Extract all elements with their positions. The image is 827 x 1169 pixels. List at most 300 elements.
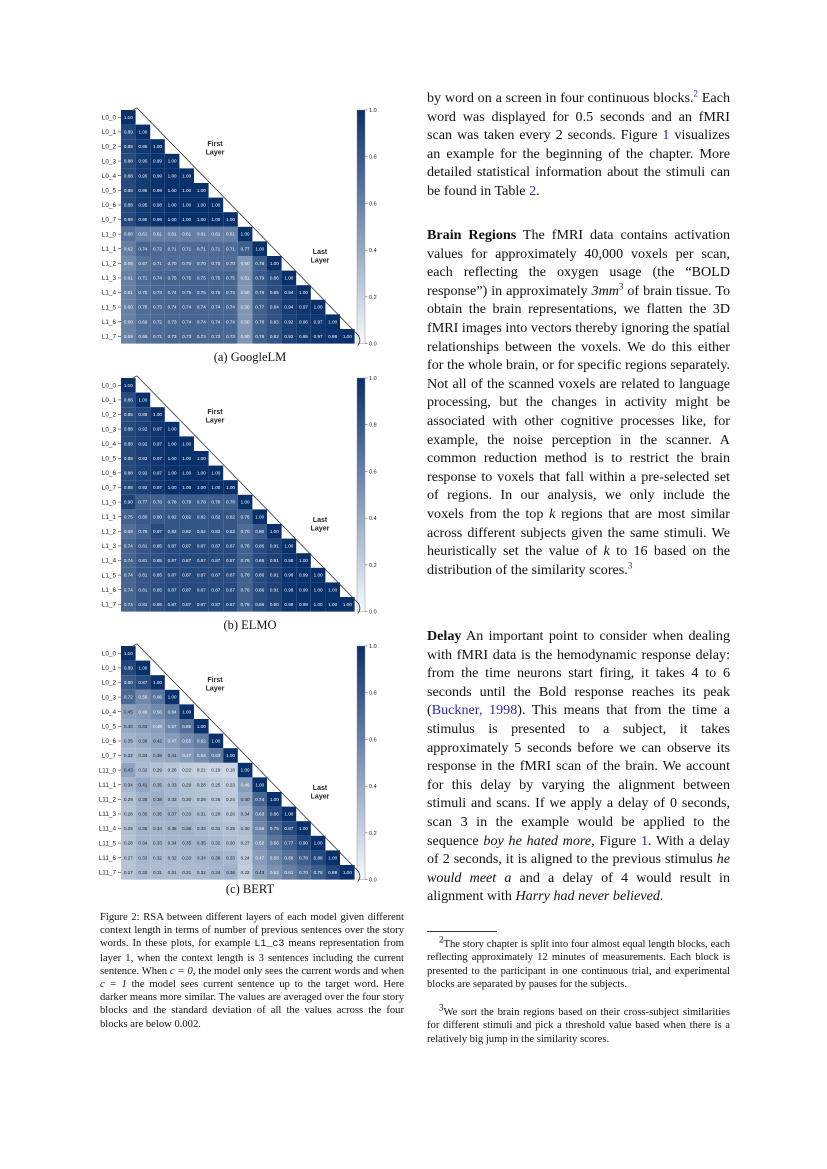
cell-value-label: 0.97	[153, 455, 162, 461]
first-layer-label: First	[207, 141, 223, 148]
cell-value-label: 0.64	[167, 709, 177, 715]
colorbar-tick-label: 1.0	[369, 376, 377, 382]
cell-value-label: 0.89	[123, 144, 133, 150]
cell-value-label: 0.95	[138, 202, 148, 208]
body-text: .	[659, 888, 664, 905]
cell-value-label: 0.87	[167, 587, 177, 593]
cell-value-label: 0.86	[255, 543, 265, 549]
row-tick-label: L1_2	[101, 260, 116, 268]
cell-value-label: 0.50	[240, 260, 250, 266]
body-text: regions that are most similar across different subjects given the same stimuli. We heuristically set the value of	[427, 505, 731, 560]
cell-value-label: 0.97	[153, 426, 162, 432]
cell-value-label: 0.87	[182, 601, 192, 607]
cell-value-label: 0.87	[196, 543, 206, 549]
cell-value-label: 1.00	[196, 455, 206, 461]
cell-value-label: 0.62	[123, 246, 133, 252]
cell-value-label: 0.87	[226, 572, 235, 578]
cell-value-label: 0.82	[226, 528, 235, 534]
cell-value-label: 0.82	[167, 514, 177, 520]
cell-value-label: 0.99	[153, 158, 162, 164]
italic-phrase: Harry had never believed	[515, 888, 660, 905]
cell-value-label: 0.91	[269, 587, 279, 593]
cell-value-label: 0.92	[138, 441, 148, 447]
row-tick-label: L1_6	[101, 318, 116, 326]
caption-math: c = 0	[169, 965, 193, 977]
cell-value-label: 0.85	[153, 587, 162, 593]
cell-value-label: 0.74	[153, 275, 162, 281]
cell-value-label: 1.00	[167, 694, 177, 700]
colorbar	[357, 646, 365, 880]
row-tick-label: L0_2	[101, 679, 116, 687]
colorbar	[357, 110, 365, 344]
cell-value-label: 0.85	[153, 572, 162, 578]
colorbar-tick-label: 1.0	[369, 644, 377, 650]
cell-value-label: 0.47	[182, 753, 192, 759]
cell-value-label: 0.87	[196, 587, 206, 593]
cell-value-label: 0.61	[226, 231, 235, 237]
cell-value-label: 0.74	[167, 290, 177, 296]
cell-value-label: 0.89	[138, 412, 148, 418]
cell-value-label: 0.32	[167, 855, 177, 861]
cell-value-label: 0.72	[153, 246, 162, 252]
cell-value-label: 0.28	[123, 840, 133, 846]
cell-value-label: 0.92	[284, 319, 294, 325]
cell-value-label: 0.32	[153, 855, 162, 861]
cell-value-label: 0.95	[138, 173, 148, 179]
row-tick-label: L0_4	[101, 440, 116, 448]
cell-value-label: 0.83	[269, 319, 279, 325]
cell-value-label: 0.71	[138, 275, 148, 281]
last-layer-label: Layer	[310, 257, 330, 265]
cell-value-label: 1.00	[138, 129, 148, 135]
cell-value-label: 0.35	[196, 840, 206, 846]
row-tick-label: L1_5	[101, 572, 116, 580]
cell-value-label: 0.87	[153, 528, 162, 534]
cell-value-label: 0.81	[138, 543, 148, 549]
cell-value-label: 1.00	[182, 217, 192, 223]
cell-value-label: 0.87	[211, 587, 221, 593]
cell-value-label: 0.92	[138, 455, 148, 461]
row-tick-label: L0_5	[101, 187, 116, 195]
cell-value-label: 0.72	[153, 319, 162, 325]
table-link[interactable]: 2	[529, 182, 537, 199]
cell-value-label: 1.00	[196, 187, 206, 193]
footnote-text: The story chapter is split into four almost equal length blocks, each reflecting approximately 12 minutes of measurements. Each block is presented to the participant in one continuous trial, and experimental blocks are separated by pauses for the subjects.	[427, 939, 730, 991]
cell-value-label: 0.74	[226, 319, 235, 325]
row-tick-label: L0_2	[101, 143, 116, 151]
footnote-2	[427, 934, 730, 992]
cell-value-label: 0.36	[182, 826, 192, 832]
cell-value-label: 0.52	[269, 869, 279, 875]
cell-value-label: 0.31	[153, 869, 162, 875]
cell-value-label: 0.94	[284, 290, 294, 296]
colorbar-tick-label: 0.6	[369, 469, 377, 476]
colorbar-tick-label: 0.2	[369, 294, 377, 301]
cell-value-label: 0.71	[167, 246, 177, 252]
row-tick-label: L1_1	[101, 513, 116, 521]
cell-value-label: 0.28	[123, 811, 133, 817]
row-tick-label: L11_2	[98, 796, 116, 804]
cell-value-label: 0.23	[226, 782, 235, 788]
math-mm: 3mm	[591, 282, 619, 299]
cell-value-label: 1.00	[138, 397, 148, 403]
row-tick-label: L1_5	[101, 304, 116, 312]
cell-value-label: 0.80	[123, 680, 133, 686]
cell-value-label: 1.00	[196, 723, 206, 729]
citation-link[interactable]: Buckner, 1998	[431, 702, 518, 719]
row-tick-label: L0_6	[101, 470, 116, 478]
cell-value-label: 1.00	[211, 217, 221, 223]
cell-value-label: 1.00	[182, 187, 192, 193]
cell-value-label: 0.34	[153, 826, 162, 832]
cell-value-label: 0.73	[211, 333, 221, 339]
cell-value-label: 0.70	[196, 260, 206, 266]
cell-value-label: 0.26	[226, 811, 235, 817]
cell-value-label: 0.33	[226, 855, 235, 861]
cell-value-label: 0.78	[313, 869, 323, 875]
last-layer-label: Layer	[310, 793, 330, 801]
cell-value-label: 0.71	[153, 333, 162, 339]
last-layer-label: Last	[312, 517, 328, 524]
cell-value-label: 0.73	[226, 333, 235, 339]
cell-value-label: 0.87	[226, 587, 235, 593]
cell-value-label: 0.41	[138, 782, 148, 788]
cell-value-label: 0.87	[226, 601, 235, 607]
cell-value-label: 0.87	[167, 543, 177, 549]
row-tick-label: L0_7	[101, 752, 116, 760]
row-tick-label: L1_6	[101, 586, 116, 594]
cell-value-label: 0.71	[196, 246, 206, 252]
cell-value-label: 0.85	[153, 543, 162, 549]
cell-value-label: 0.42	[153, 738, 162, 744]
cell-value-label: 0.43	[123, 767, 133, 773]
cell-value-label: 0.66	[269, 840, 279, 846]
cell-value-label: 0.70	[299, 869, 308, 875]
cell-value-label: 0.75	[182, 275, 192, 281]
cell-value-label: 0.78	[226, 499, 235, 505]
heatmap-bert	[95, 640, 405, 885]
cell-value-label: 1.00	[211, 738, 221, 744]
cell-value-label: 0.87	[196, 601, 206, 607]
cell-value-label: 0.78	[211, 499, 221, 505]
footnote-ref-3[interactable]: 3	[627, 560, 633, 570]
cell-value-label: 1.00	[153, 144, 162, 150]
cell-value-label: 0.76	[240, 601, 250, 607]
caption-text: means representation from layer 1, when the context length is 3 sentences including the current sentence. When	[100, 938, 404, 977]
cell-value-label: 1.00	[284, 811, 294, 817]
cell-value-label: 0.85	[123, 412, 133, 418]
cell-value-label: 0.92	[138, 485, 148, 491]
cell-value-label: 1.00	[167, 426, 177, 432]
cell-value-label: 1.00	[342, 869, 352, 875]
cell-value-label: 0.77	[284, 840, 294, 846]
cell-value-label: 1.00	[182, 455, 192, 461]
cell-value-label: 0.87	[284, 826, 294, 832]
heatmap-elmo	[95, 372, 405, 617]
cell-value-label: 0.52	[255, 840, 265, 846]
cell-value-label: 0.24	[240, 855, 250, 861]
cell-value-label: 0.82	[211, 528, 221, 534]
cell-value-label: 1.00	[313, 840, 323, 846]
colorbar-tick-label: 0.4	[369, 248, 377, 255]
cell-value-label: 1.00	[226, 753, 235, 759]
cell-value-label: 0.69	[182, 723, 192, 729]
cell-value-label: 1.00	[313, 304, 323, 310]
cell-value-label: 0.60	[123, 319, 133, 325]
cell-value-label: 0.82	[269, 333, 279, 339]
cell-value-label: 1.00	[182, 485, 192, 491]
cell-value-label: 1.00	[342, 601, 352, 607]
cell-value-label: 0.90	[123, 499, 133, 505]
cell-value-label: 0.73	[153, 304, 162, 310]
caption-label: Figure 2:	[100, 912, 140, 923]
cell-value-label: 0.55	[182, 738, 192, 744]
row-tick-label: L0_4	[101, 708, 116, 716]
cell-value-label: 0.98	[153, 202, 162, 208]
cell-value-label: 0.87	[182, 543, 192, 549]
cell-value-label: 0.50	[240, 304, 250, 310]
caption-text: RSA between different layers of each model given different context length in terms of number of previous sentences over the story words. In these plots, for example	[100, 912, 404, 950]
cell-value-label: 0.77	[138, 499, 148, 505]
cell-value-label: 0.22	[240, 869, 250, 875]
cell-value-label: 0.79	[255, 275, 265, 281]
cell-value-label: 0.61	[196, 231, 206, 237]
caption-text: the model sees current sentence up to the target word. Here darker means more similar. The values are averaged over the four story blocks and the standard deviation of all the values across the four blocks are below	[100, 979, 404, 1030]
row-tick-label: L0_0	[101, 114, 116, 122]
row-tick-label: L0_3	[101, 426, 116, 434]
cell-value-label: 0.29	[226, 826, 235, 832]
cell-value-label: 0.87	[182, 587, 192, 593]
row-tick-label: L1_4	[101, 557, 116, 565]
cell-value-label: 0.70	[240, 528, 250, 534]
body-text: of brain tissue. To obtain the brain representations, we flatten the 3D fMRI images into vectors thereby ignoring the spatial relationships between the voxels. We do this either for the whole brain, or for specific regions separately. Not all of the scanned voxels are related to language processing, but the changes in activity might be associated with other cognitive processes like, for example, the noise perception in the scanner. A common reduction method is to restrict the brain response to voxels that fall within a pre-selected set of regions. In our analysis, we only include the voxels from the top	[427, 282, 730, 522]
row-tick-label: L1_3	[101, 275, 116, 283]
body-text: The fMRI data contains activation values for approximately 40,000 voxels per scan, each reflecting the oxygen usage (the “BOLD response”) in approximately	[427, 227, 730, 299]
cell-value-label: 0.40	[240, 796, 250, 802]
cell-value-label: 0.92	[138, 426, 148, 432]
cell-value-label: 1.00	[123, 650, 133, 656]
heatmap-googlelm-svg	[95, 104, 405, 349]
first-layer-label: First	[207, 409, 223, 416]
caption-text: , the model only sees the current words and when	[192, 965, 404, 977]
caption-text: .	[198, 1018, 201, 1030]
colorbar-tick-label: 0.0	[369, 609, 377, 616]
cell-value-label: 0.74	[138, 246, 148, 252]
row-tick-label: L0_3	[101, 158, 116, 166]
cell-value-label: 1.00	[123, 114, 133, 120]
cell-value-label: 0.86	[255, 572, 265, 578]
row-tick-label: L1_0	[101, 231, 116, 239]
cell-value-label: 0.70	[138, 304, 148, 310]
cell-value-label: 0.78	[182, 499, 192, 505]
cell-value-label: 0.54	[196, 753, 206, 759]
colorbar-tick-label: 0.0	[369, 341, 377, 348]
cell-value-label: 1.00	[342, 333, 352, 339]
cell-value-label: 0.46	[153, 723, 162, 729]
row-tick-label: L11_3	[98, 811, 116, 819]
cell-value-label: 0.58	[255, 826, 265, 832]
cell-value-label: 0.89	[123, 129, 133, 135]
cell-value-label: 0.80	[153, 514, 162, 520]
last-layer-label: Layer	[310, 525, 330, 533]
cell-value-label: 0.36	[211, 855, 221, 861]
cell-value-label: 0.92	[284, 333, 294, 339]
cell-value-label: 0.40	[123, 723, 133, 729]
cell-value-label: 0.74	[211, 319, 221, 325]
cell-value-label: 0.73	[153, 290, 162, 296]
cell-value-label: 0.91	[269, 572, 279, 578]
row-tick-label: L0_5	[101, 455, 116, 463]
cell-value-label: 0.86	[269, 811, 279, 817]
cell-value-label: 0.28	[196, 782, 206, 788]
cell-value-label: 0.74	[196, 304, 206, 310]
cell-value-label: 0.87	[167, 601, 177, 607]
row-tick-label: L0_7	[101, 484, 116, 492]
cell-value-label: 0.71	[226, 246, 235, 252]
cell-value-label: 1.00	[196, 202, 206, 208]
cell-value-label: 0.84	[269, 304, 279, 310]
cell-value-label: 0.74	[196, 319, 206, 325]
row-tick-label: L0_0	[101, 650, 116, 658]
cell-value-label: 0.88	[123, 217, 133, 223]
cell-value-label: 0.33	[167, 796, 177, 802]
cell-value-label: 0.34	[138, 840, 148, 846]
figure-link[interactable]: 1	[641, 832, 649, 849]
footnote-ref-2[interactable]: 2	[693, 88, 699, 99]
body-text: . With a delay of 2 seconds, it is aligned to the previous stimulus	[427, 832, 731, 868]
cell-value-label: 0.97	[153, 470, 162, 476]
cell-value-label: 0.81	[138, 572, 148, 578]
cell-value-label: 0.99	[153, 173, 162, 179]
cell-value-label: 1.00	[196, 470, 206, 476]
cell-value-label: 0.95	[138, 217, 148, 223]
cell-value-label: 0.73	[182, 333, 192, 339]
cell-value-label: 1.00	[167, 441, 177, 447]
cell-value-label: 0.22	[182, 767, 192, 773]
cell-value-label: 1.00	[153, 680, 162, 686]
cell-value-label: 0.91	[269, 543, 279, 549]
row-tick-label: L0_1	[101, 665, 116, 673]
footnote-number: 2	[439, 934, 444, 945]
cell-value-label: 1.00	[167, 485, 177, 491]
row-tick-label: L0_3	[101, 694, 116, 702]
cell-value-label: 0.27	[240, 840, 250, 846]
cell-value-label: 1.00	[328, 587, 338, 593]
cell-value-label: 0.74	[211, 304, 221, 310]
cell-value-label: 0.43	[138, 723, 148, 729]
cell-value-label: 0.99	[299, 601, 308, 607]
cell-value-label: 0.36	[138, 796, 148, 802]
cell-value-label: 0.30	[182, 796, 192, 802]
cell-value-label: 1.00	[313, 601, 323, 607]
cell-value-label: 0.41	[167, 753, 177, 759]
row-tick-label: L11_5	[98, 840, 116, 848]
cell-value-label: 0.24	[226, 796, 235, 802]
cell-value-label: 0.69	[123, 528, 133, 534]
cell-value-label: 0.87	[211, 601, 221, 607]
cell-value-label: 0.32	[138, 869, 148, 875]
cell-value-label: 0.88	[123, 426, 133, 432]
cell-value-label: 0.60	[123, 304, 133, 310]
cell-value-label: 0.66	[153, 694, 162, 700]
cell-value-label: 0.90	[269, 601, 279, 607]
cell-value-label: 1.00	[182, 709, 192, 715]
row-tick-label: L11_4	[98, 825, 116, 833]
cell-value-label: 0.50	[240, 319, 250, 325]
cell-value-label: 0.80	[138, 514, 148, 520]
cell-value-label: 0.61	[182, 231, 192, 237]
cell-value-label: 0.73	[167, 319, 177, 325]
cell-value-label: 0.87	[138, 680, 148, 686]
cell-value-label: 0.94	[284, 304, 294, 310]
cell-value-label: 0.82	[182, 528, 192, 534]
row-tick-label: L0_0	[101, 382, 116, 390]
cell-value-label: 1.00	[153, 412, 162, 418]
colorbar-tick-label: 0.4	[369, 784, 377, 791]
cell-value-label: 1.00	[167, 470, 177, 476]
last-layer-label: Last	[312, 785, 328, 792]
cell-value-label: 0.35	[138, 826, 148, 832]
cell-value-label: 0.97	[153, 441, 162, 447]
cell-value-label: 1.00	[196, 485, 206, 491]
row-tick-label: L0_6	[101, 202, 116, 210]
cell-value-label: 0.31	[167, 869, 177, 875]
cell-value-label: 0.82	[167, 528, 177, 534]
figure-link[interactable]: 1	[662, 127, 670, 144]
row-tick-label: L1_4	[101, 289, 116, 297]
cell-value-label: 0.87	[211, 572, 221, 578]
cell-value-label: 0.78	[255, 260, 265, 266]
colorbar	[357, 378, 365, 612]
first-layer-label: First	[207, 677, 223, 684]
cell-value-label: 0.50	[240, 333, 250, 339]
cell-value-label: 0.87	[167, 558, 177, 564]
cell-value-label: 0.31	[196, 811, 206, 817]
cell-value-label: 0.61	[123, 290, 133, 296]
cell-value-label: 0.98	[284, 601, 294, 607]
cell-value-label: 0.34	[138, 753, 148, 759]
cell-value-label: 0.26	[211, 796, 221, 802]
cell-value-label: 0.50	[240, 290, 250, 296]
cell-value-label: 0.86	[269, 275, 279, 281]
cell-value-label: 0.81	[138, 558, 148, 564]
body-text: and a delay of 4 would result in alignment with	[427, 869, 731, 905]
cell-value-label: 0.88	[123, 158, 133, 164]
brain-regions-paragraph	[427, 226, 730, 579]
colorbar-tick-label: 0.8	[369, 422, 377, 429]
cell-value-label: 1.00	[240, 767, 250, 773]
cell-value-label: 1.00	[284, 275, 294, 281]
cell-value-label: 0.88	[123, 441, 133, 447]
row-tick-label: L1_0	[101, 499, 116, 507]
cell-value-label: 0.87	[211, 543, 221, 549]
cell-value-label: 0.87	[226, 558, 235, 564]
footnote-rule	[427, 931, 497, 932]
cell-value-label: 0.97	[299, 304, 308, 310]
cell-value-label: 0.35	[138, 811, 148, 817]
row-tick-label: L0_1	[101, 397, 116, 405]
figure-caption	[100, 911, 404, 1031]
body-text: by word on a screen in four continuous blocks.	[427, 90, 694, 106]
cell-value-label: 0.98	[284, 587, 294, 593]
body-text: .	[536, 182, 540, 199]
cell-value-label: 0.98	[284, 558, 294, 564]
cell-value-label: 0.21	[196, 767, 206, 773]
cell-value-label: 0.34	[211, 869, 221, 875]
cell-value-label: 0.87	[182, 572, 192, 578]
cell-value-label: 0.82	[182, 514, 192, 520]
colorbar-tick-label: 1.0	[369, 108, 377, 114]
